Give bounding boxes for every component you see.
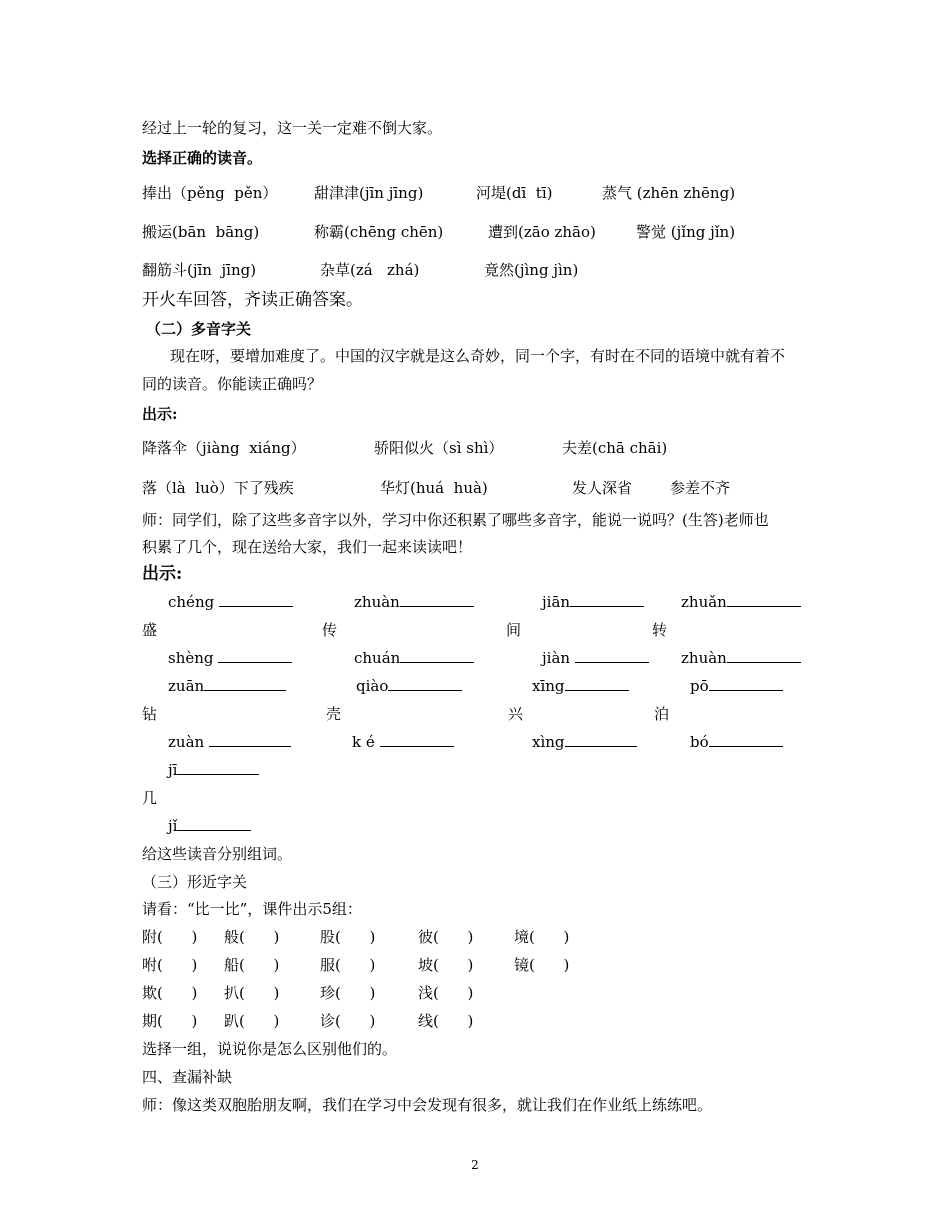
compare-char: 彼 [418,928,434,946]
compare-char: 股 [320,928,336,946]
compare-item: 坡( ) [418,956,474,974]
pinyin-blank [690,676,783,696]
reading-item: 捧出（pěng pěn） [142,184,278,202]
pinyin: jī [168,761,178,779]
compare-char: 期 [142,1012,158,1030]
compare-char: 般 [224,928,240,946]
compare-char: 趴 [224,1012,240,1030]
pinyin: jiān [542,593,571,611]
poly-char: 兴 [508,705,524,723]
compare-item: 彼( ) [418,928,474,946]
pinyin-blank [542,648,649,668]
compare-item: 珍( ) [320,984,376,1002]
reading-item: 蒸气 (zhēn zhēng) [602,184,736,202]
answer-blank[interactable] [709,676,783,691]
intro-text: 经过上一轮的复习，这一关一定难不倒大家。 [142,119,443,137]
poly-item: 降落伞（jiàng xiáng） [142,439,306,457]
answer-blank[interactable] [177,816,251,831]
compare-item: 期( ) [142,1012,198,1030]
pinyin: jǐ [168,817,178,835]
answer-blank[interactable] [575,648,649,663]
answer-blank[interactable] [565,676,629,691]
pinyin: zhuǎn [681,593,727,611]
poly-item: 发人深省 [572,479,633,497]
pinyin-blank [168,732,291,752]
pinyin-blank [690,732,783,752]
compare-item: 船( ) [224,956,280,974]
reading-item: 搬运(bān bāng) [142,223,260,241]
pinyin-blank [532,676,629,696]
reading-item: 杂草(zá zhá) [320,261,420,279]
pinyin: zuān [168,677,205,695]
pinyin-blank [168,592,293,612]
pinyin-blank [532,732,637,752]
compare-item: 扒( ) [224,984,280,1002]
pinyin: chuán [354,649,401,667]
teacher-line: 师：同学们，除了这些多音字以外，学习中你还积累了哪些多音字，能说一说吗？(生答)老师也 [142,511,769,529]
compare-char: 境 [514,928,530,946]
poly-char: 钻 [142,705,158,723]
compare-item: 咐( ) [142,956,198,974]
answer-blank[interactable] [219,592,293,607]
pinyin-blank [354,592,474,612]
poly-char: 壳 [326,705,342,723]
poly-item: 骄阳似火（sì shì） [374,439,504,457]
compare-char: 咐 [142,956,158,974]
page-number: 2 [471,1158,479,1172]
section4-heading: 四、查漏补缺 [142,1068,233,1086]
reading-item: 河堤(dī tī) [476,184,553,202]
pinyin-blank [681,648,801,668]
show-label: 出示: [142,405,178,423]
answer-blank[interactable] [218,648,292,663]
teacher-line: 积累了几个，现在送给大家，我们一起来读读吧！ [142,538,473,556]
pinyin-blank [168,760,259,780]
compare-char: 浅 [418,984,434,1002]
paragraph-line: 现在呀，要增加难度了。中国的汉字就是这么奇妙，同一个字，有时在不同的语境中就有着不 [170,347,786,365]
answer-blank[interactable] [570,592,644,607]
section3-heading: （三）形近字关 [142,873,248,891]
answer-blank[interactable] [400,592,474,607]
pinyin: bó [690,733,709,751]
compare-char: 欺 [142,984,158,1002]
pinyin: k é [352,733,375,751]
pinyin-blank [352,732,454,752]
compare-item: 线( ) [418,1012,474,1030]
poly-item: 华灯(huá huà) [380,479,488,497]
pinyin: zhuàn [681,649,727,667]
answer-blank[interactable] [565,732,637,747]
compare-item: 镜( ) [514,956,570,974]
answer-blank[interactable] [380,732,454,747]
pinyin: pō [690,677,709,695]
answer-blank[interactable] [204,676,286,691]
answer-blank[interactable] [727,648,801,663]
compare-item: 欺( ) [142,984,198,1002]
compare-item: 趴( ) [224,1012,280,1030]
compare-item: 附( ) [142,928,198,946]
compare-char: 服 [320,956,336,974]
poly-item: 夫差(chā chāi) [562,439,668,457]
pinyin-blank [168,676,286,696]
compare-item: 服( ) [320,956,376,974]
pinyin-blank [168,648,292,668]
show-label-2: 出示: [142,564,183,584]
poly-char: 间 [506,621,522,639]
answer-blank[interactable] [727,592,801,607]
pinyin-blank [542,592,644,612]
pinyin: xìng [532,733,565,751]
reading-item: 翻筋斗(jīn jīng) [142,261,257,279]
compare-char: 线 [418,1012,434,1030]
compare-item: 般( ) [224,928,280,946]
train-answer: 开火车回答，齐读正确答案。 [142,290,363,310]
answer-blank[interactable] [709,732,783,747]
pinyin: xīng [532,677,565,695]
closing-text: 师：像这类双胞胎朋友啊，我们在学习中会发现有很多，就让我们在作业纸上练练吧。 [142,1096,713,1114]
paragraph-line: 同的读音。你能读正确吗？ [142,375,323,393]
compare-char: 珍 [320,984,336,1002]
reading-item: 称霸(chēng chēn) [314,223,444,241]
section2-heading: （二）多音字关 [146,320,252,338]
reading-item: 竟然(jìng jìn) [484,261,579,279]
poly-char: 盛 [142,621,158,639]
compare-intro: 请看：“比一比”，课件出示5组： [142,900,362,918]
poly-char: 转 [652,621,668,639]
reading-item: 甜津津(jīn jīng) [314,184,424,202]
pinyin-blank [681,592,801,612]
poly-item: 参差不齐 [670,479,731,497]
choose-group-text: 选择一组，说说你是怎么区别他们的。 [142,1040,398,1058]
reading-item: 遭到(zāo zhāo) [488,223,596,241]
compare-char: 诊 [320,1012,336,1030]
pinyin-blank [168,816,251,836]
poly-char: 泊 [654,705,670,723]
compare-item: 诊( ) [320,1012,376,1030]
answer-blank[interactable] [388,676,462,691]
pinyin: shèng [168,649,214,667]
pinyin-blank [356,676,462,696]
reading-item: 警觉 (jǐng jǐn) [636,223,736,241]
compare-char: 镜 [514,956,530,974]
answer-blank[interactable] [400,648,474,663]
form-words-instruction: 给这些读音分别组词。 [142,845,293,863]
pinyin: chéng [168,593,215,611]
section1-heading: 选择正确的读音。 [142,149,263,167]
pinyin-blank [354,648,474,668]
pinyin: zhuàn [354,593,400,611]
answer-blank[interactable] [177,760,259,775]
compare-item: 股( ) [320,928,376,946]
poly-char: 几 [142,789,158,807]
pinyin: jiàn [542,649,571,667]
compare-item: 浅( ) [418,984,474,1002]
compare-char: 船 [224,956,240,974]
pinyin: qiào [356,677,389,695]
poly-char: 传 [322,621,338,639]
answer-blank[interactable] [209,732,291,747]
compare-char: 扒 [224,984,240,1002]
pinyin: zuàn [168,733,205,751]
poly-item: 落（là luò）下了残疾 [142,479,294,497]
compare-item: 境( ) [514,928,570,946]
compare-char: 坡 [418,956,434,974]
compare-char: 附 [142,928,158,946]
